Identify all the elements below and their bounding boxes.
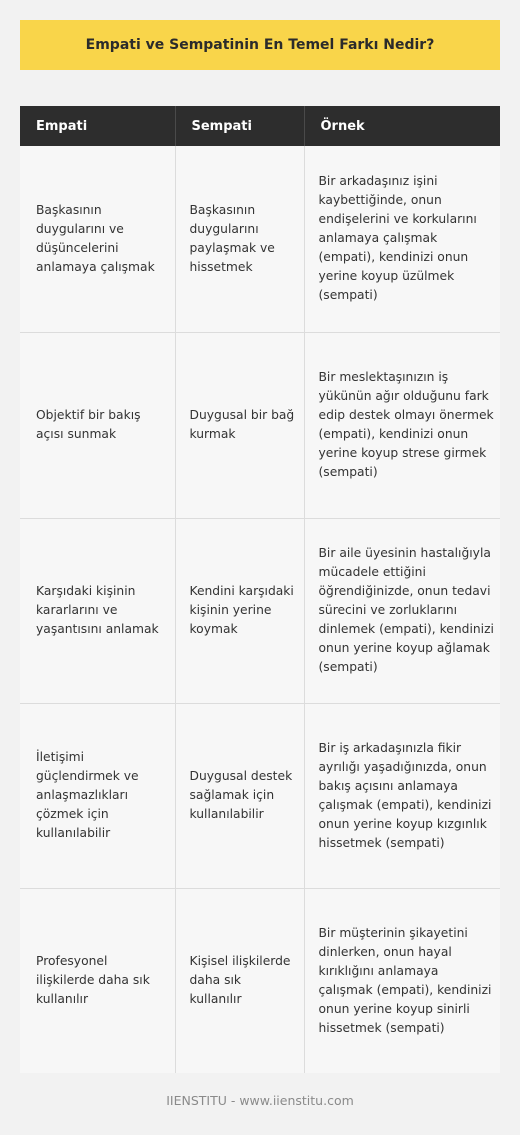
header-row — [20, 106, 500, 146]
cell-ornek: Bir arkadaşınız işini kaybettiğinde, onun endişelerini ve korkularını anlamaya çalışmak (empati), kendinizi onun yerine koyup üzülmek (sempati) — [304, 146, 500, 332]
cell-ornek: Bir meslektaşınızın iş yükünün ağır olduğunu fark edip destek olmayı önermek (empati), kendinizi onun yerine koyup strese girmek (sempati) — [304, 332, 500, 518]
table-row — [20, 888, 500, 1073]
table-body — [20, 146, 500, 1073]
header-empati: Empati — [20, 106, 175, 146]
cell-ornek: Bir müşterinin şikayetini dinlerken, onun hayal kırıklığını anlamaya çalışmak (empati), kendinizi onun yerine koyup sinirli hissetmek (sempati) — [318, 925, 492, 1035]
cell-empati: Başkasının duygularını ve düşüncelerini anlamaya çalışmak — [20, 146, 175, 332]
cell-sempati: Duygusal destek sağlamak için kullanılabilir — [175, 703, 304, 888]
table-row — [20, 518, 500, 703]
cell-empati: Profesyonel ilişkilerde daha sık kullanılır — [20, 888, 175, 1073]
table-row — [20, 703, 500, 888]
table-header — [20, 106, 500, 146]
comparison-table — [20, 106, 500, 1073]
cell-sempati: Başkasının duygularını paylaşmak ve hissetmek — [175, 146, 304, 332]
cell-empati: Objektif bir bakış açısı sunmak — [20, 332, 175, 518]
cell-empati: Karşıdaki kişinin kararlarını ve yaşantısını anlamak — [20, 518, 175, 703]
table-row — [20, 332, 500, 518]
title-banner — [20, 20, 500, 70]
header-sempati: Sempati — [175, 106, 304, 146]
cell-ornek: Bir iş arkadaşınızla fikir ayrılığı yaşadığınızda, onun bakış açısını anlamaya çalışmak (empati), kendinizi onun yerine koyup kızgınlık hissetmek (sempati) — [304, 703, 500, 888]
cell-ornek: Bir aile üyesinin hastalığıyla mücadele ettiğini öğrendiğinizde, onun tedavi sürecini ve zorluklarını dinlemek (empati), kendinizi onun yerine koyup ağlamak (sempati) — [304, 518, 500, 703]
page-title: Empati ve Sempatinin En Temel Farkı Nedir? — [85, 37, 435, 53]
header-ornek: Örnek — [304, 106, 500, 146]
cell-sempati: Duygusal bir bağ kurmak — [175, 332, 304, 518]
cell-sempati: Kişisel ilişkilerde daha sık kullanılır — [175, 888, 304, 1073]
cell-empati: İletişimi güçlendirmek ve anlaşmazlıkları çözmek için kullanılabilir — [20, 703, 175, 888]
table-row — [20, 146, 500, 332]
cell-sempati: Kendini karşıdaki kişinin yerine koymak — [175, 518, 304, 703]
footer-credit: IIENSTITU - www.iienstitu.com — [166, 1093, 354, 1108]
